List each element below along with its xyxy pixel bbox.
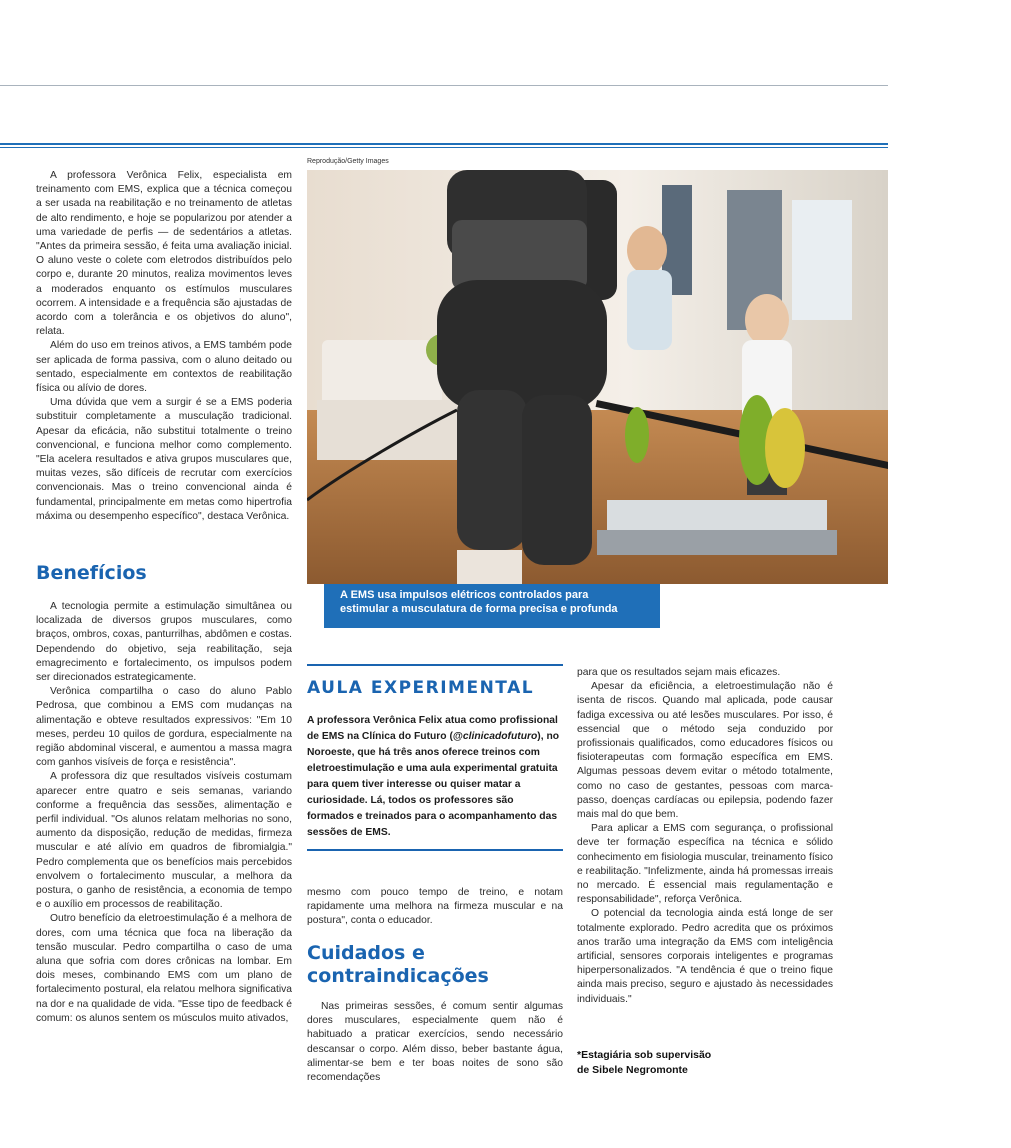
paragraph: Outro benefício da eletroestimulação é a melhora de dores, com uma técnica que foca na liberação da tensão muscular. Pedro compartilha o caso de uma aluna que sofria com dores crônicas na lombar. Em dois meses, combinando EMS com um plano de fortalecimento postural, ela relatou melhora significativa na dor e na qualidade de vida. "Esse tipo de feedback é comum: os alunos sentem os músculos muito ativados, [36, 913, 292, 1024]
paragraph: Para aplicar a EMS com segurança, o profissional deve ter formação específica na técnica e sólido conhecimento em fisiologia muscular, treinamento físico e reabilitação. "Infelizmente, ainda há promessas irreais no mercado. É essencial mais regulamentação e responsabilidade", reforça Verônica. [577, 823, 833, 906]
caption-line: estimular a musculatura de forma precisa e profunda [340, 603, 618, 615]
caption-line: A EMS usa impulsos elétricos controlados para [340, 589, 589, 601]
box-bottom-rule [307, 849, 563, 851]
top-divider [0, 85, 888, 86]
column-1-intro [36, 169, 292, 524]
paragraph: A professora diz que resultados visíveis costumam aparecer entre quatro e seis semanas, variando conforme a frequência das sessões, alimentação e perfil individual. "Os alunos relatam melhorias no sono, aumento da disposição, redução de medidas, firmeza muscular e até alívio em quadros de fibromialgia." Pedro complementa que os benefícios mais percebidos envolvem o fortalecimento muscular, a melhora da postura, o ganho de resistência, a economia de tempo e o auxílio em processos de reabilitação. [36, 771, 292, 911]
box-top-rule [307, 664, 563, 666]
column-2-body [307, 1000, 563, 1085]
signoff-line: *Estagiária sob supervisão [577, 1049, 712, 1061]
column-3 [577, 666, 833, 1007]
heading-line: Cuidados e [307, 942, 425, 964]
paragraph: para que os resultados sejam mais eficazes. [577, 667, 781, 678]
photo-credit: Reprodução/Getty Images [307, 158, 389, 165]
box-text-part: A professora Verônica Felix atua como profissional de EMS na Clínica do Futuro (@ [307, 715, 558, 742]
paragraph: A tecnologia permite a estimulação simultânea ou localizada de diversos grupos musculares, como braços, ombros, coxas, panturrilhas, abdômen e costas. Dependendo do objetivo, seja reabilitação, seja emagrecimento e fortalecimento, os impulsos podem ser direcionados estrategicamente. [36, 601, 292, 684]
paragraph: Além do uso em treinos ativos, a EMS também pode ser aplicada de forma passiva, com o aluno deitado ou sentado, especialmente em contextos de reabilitação física ou alívio de dores. [36, 340, 292, 395]
paragraph: Nas primeiras sessões, é comum sentir algumas dores musculares, especialmente quem não é habituado a praticar exercícios, sendo necessário descansar o corpo. Além disso, beber bastante água, alimentar-se bem e ter boas noites de sono são recomendações [307, 1001, 563, 1084]
column-1-body [36, 600, 292, 1026]
section-rule-thin [0, 147, 888, 148]
heading-line: contraindicações [307, 965, 489, 987]
paragraph: O potencial da tecnologia ainda está longe de ser totalmente explorado. Pedro acredita que os próximos anos trarão uma integração da EMS com inteligência artificial, sensores corporais inteligentes e programas hiperpersonalizados. "A tendência é que o treino fique ainda mais preciso, seguro e ajustado às necessidades individuais." [577, 908, 833, 1005]
paragraph: mesmo com pouco tempo de treino, e notam rapidamente uma melhora na firmeza muscular e na postura", conta o educador. [307, 887, 563, 927]
box-handle: clinicadofuturo [462, 731, 538, 742]
column-2-continuation [307, 886, 563, 929]
photo-caption [324, 584, 660, 628]
heading-beneficios: Benefícios [36, 562, 147, 584]
paragraph: A professora Verônica Felix, especialista em treinamento com EMS, explica que a técnica começou a ser usada na reabilitação e no treinamento de atletas de alto rendimento, e hoje se popularizou por atender a uma variedade de perfis — de sedentários a atletas. "Antes da primeira sessão, é feita uma avaliação inicial. O aluno veste o colete com eletrodos distribuídos pelo corpo e, durante 20 minutos, realiza movimentos leves a moderados enquanto os estímulos musculares ocorrem. A intensidade e a frequência são ajustadas de acordo com a tolerância e os objetivos do aluno", relata. [36, 170, 292, 338]
paragraph: Apesar da eficiência, a eletroestimulação não é isenta de riscos. Quando mal aplicada, pode causar fadiga excessiva ou até lesões musculares. Por isso, é essencial que o método seja conduzido por profissionais qualificados, como educadores físicos ou fisioterapeutas com formação específica em EMS. Algumas pessoas devem evitar o método totalmente, como no caso de gestantes, pessoas com marca-passo, doenças cardíacas ou epilepsia, podendo fazer mais mal do que bem. [577, 681, 833, 821]
author-signoff [577, 1048, 711, 1078]
paragraph: Uma dúvida que vem a surgir é se a EMS poderia substituir completamente a musculação tradicional. Apesar da eficácia, não substitui totalmente o treino convencional, e funciona melhor como complemento. "Ela acelera resultados e ativa grupos musculares que, muitas vezes, são difíceis de recrutar com exercícios convencionais. Mas o treino convencional ainda é fundamental, principalmente em metas como hipertrofia máxima ou desempenho específico", destaca Verônica. [36, 397, 292, 522]
box-title: AULA EXPERIMENTAL [307, 678, 535, 698]
section-rule-thick [0, 143, 888, 145]
heading-cuidados [307, 942, 489, 988]
box-text-part: ), no Noroeste, que há três anos oferece treinos com eletroestimulação e uma aula experimental gratuita para quem tiver interesse ou quiser matar a curiosidade. Lá, todos os professores são formados e treinados para o acompanhamento das sessões de EMS. [307, 731, 560, 838]
paragraph: Verônica compartilha o caso do aluno Pablo Pedrosa, que combinou a EMS com mudanças na alimentação e obteve resultados expressivos: "Em 10 meses, perdeu 10 quilos de gordura, especialmente na região abdominal visceral, e aumentou a massa magra com ganhos visíveis de força e resistência". [36, 686, 292, 769]
ems-training-photo [307, 170, 888, 584]
signoff-line: de Sibele Negromonte [577, 1064, 688, 1076]
box-text [307, 713, 563, 841]
